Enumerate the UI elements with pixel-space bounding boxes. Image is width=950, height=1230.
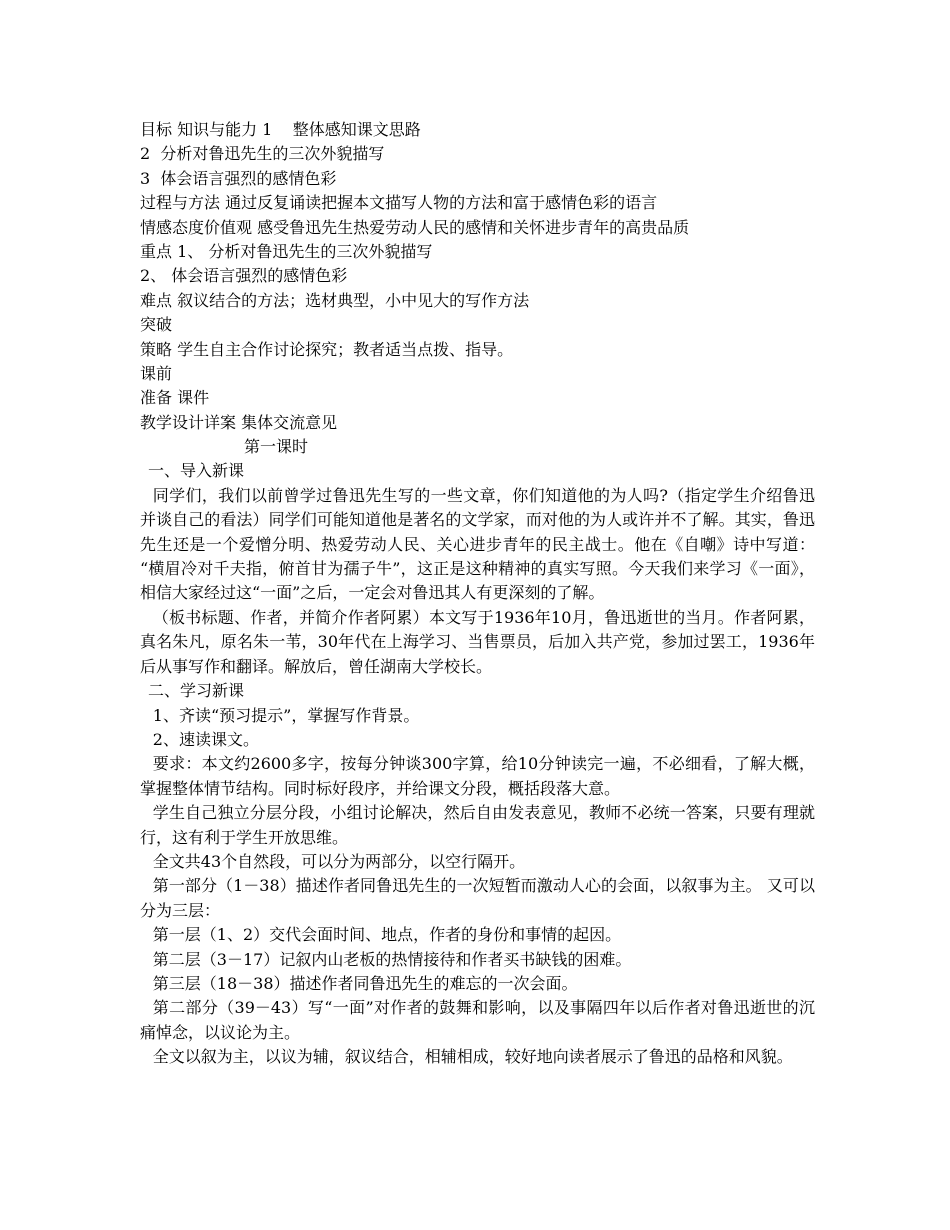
- strategy-line: 策略 学生自主合作讨论探究；教者适当点拨、指导。: [140, 339, 514, 359]
- goal-item-2: 2 分析对鲁迅先生的三次外貌描写: [140, 144, 385, 164]
- part-two-paragraph: 第二部分（39－43）写“一面”对作者的鼓舞和影响，以及事隔四年以后作者对鲁迅逝世的沉痛悼念，以议论为主。: [140, 998, 815, 1042]
- author-paragraph: （板书标题、作者，并简介作者阿累）本文写于1936年10月，鲁迅逝世的当月。作者阿累，真名朱凡，原名朱一苇，30年代在上海学习、当售票员，后加入共产党，参加过罢工，1936年后从事写作和翻译。解放后，曾任湖南大学校长。: [140, 607, 815, 676]
- emotion-values-line: 情感态度价值观 感受鲁迅先生热爱劳动人民的感情和关怀进步青年的高贵品质: [140, 217, 690, 237]
- key-point-2: 2、 体会语言强烈的感情色彩: [140, 266, 348, 286]
- group-work-paragraph: 学生自己独立分层分段，小组讨论解决，然后自由发表意见，教师不必统一答案，只要有理就行，这有利于学生开放思维。: [140, 803, 815, 847]
- key-point-1: 重点 1、 分析对鲁迅先生的三次外貌描写: [140, 241, 433, 261]
- step-1: 1、齐读“预习提示”，掌握写作背景。: [152, 705, 420, 725]
- structure-paragraph: 全文共43个自然段，可以分为两部分，以空行隔开。: [152, 851, 526, 871]
- goal-line: 目标 知识与能力 1 整体感知课文思路: [140, 120, 421, 139]
- difficulty-line: 难点 叙议结合的方法；选材典型，小中见大的写作方法: [140, 290, 530, 310]
- lesson-title: 第一课时: [244, 437, 309, 457]
- preparation-line: 准备 课件: [140, 388, 210, 408]
- design-line: 教学设计详案 集体交流意见: [140, 412, 338, 432]
- goal-item-3: 3 体会语言强烈的感情色彩: [140, 168, 337, 188]
- intro-paragraph: 同学们，我们以前曾学过鲁迅先生写的一些文章，你们知道他的为人吗?（指定学生介绍鲁迅并谈自己的看法）同学们可能知道他是著名的文学家，而对他的为人或许并不了解。其实，鲁迅先生还是一个爱憎分明、热爱劳动人民、关心进步青年的民主战士。他在《自嘲》诗中写道： “横眉冷对千夫指，俯首甘为孺子牛”，这正是这种精神的真实写照。今天我们来学习《一面》，相信大家经过这“一面”之后，一定会对鲁迅其人有更深刻的了解。: [140, 485, 815, 603]
- section-heading-intro: 一、导入新课: [148, 461, 245, 481]
- document-page: [140, 118, 815, 1070]
- section-heading-new-lesson: 二、学习新课: [148, 681, 245, 701]
- process-method-line: 过程与方法 通过反复诵读把握本文描写人物的方法和富于感情色彩的语言: [140, 193, 658, 213]
- step-2: 2、速读课文。: [152, 729, 259, 749]
- layer-three-paragraph: 第三层（18－38）描述作者同鲁迅先生的难忘的一次会面。: [152, 973, 578, 993]
- requirement-paragraph: 要求：本文约2600多字，按每分钟谈300字算，给10分钟读完一遍，不必细看，了解大概，掌握整体情节结构。同时标好段序，并给课文分段，概括段落大意。: [140, 754, 815, 798]
- layer-one-paragraph: 第一层（1、2）交代会面时间、地点，作者的身份和事情的起因。: [152, 925, 622, 945]
- preclass-label: 课前: [140, 363, 173, 383]
- breakthrough-label: 突破: [140, 315, 173, 335]
- layer-two-paragraph: 第二层（3－17）记叙内山老板的热情接待和作者买书缺钱的困难。: [152, 949, 632, 969]
- part-one-paragraph: 第一部分（1－38）描述作者同鲁迅先生的一次短暂而激动人心的会面，以叙事为主。 又可以分为三层：: [140, 876, 815, 920]
- summary-paragraph: 全文以叙为主，以议为辅，叙议结合，相辅相成，较好地向读者展示了鲁迅的品格和风貌。: [152, 1047, 793, 1067]
